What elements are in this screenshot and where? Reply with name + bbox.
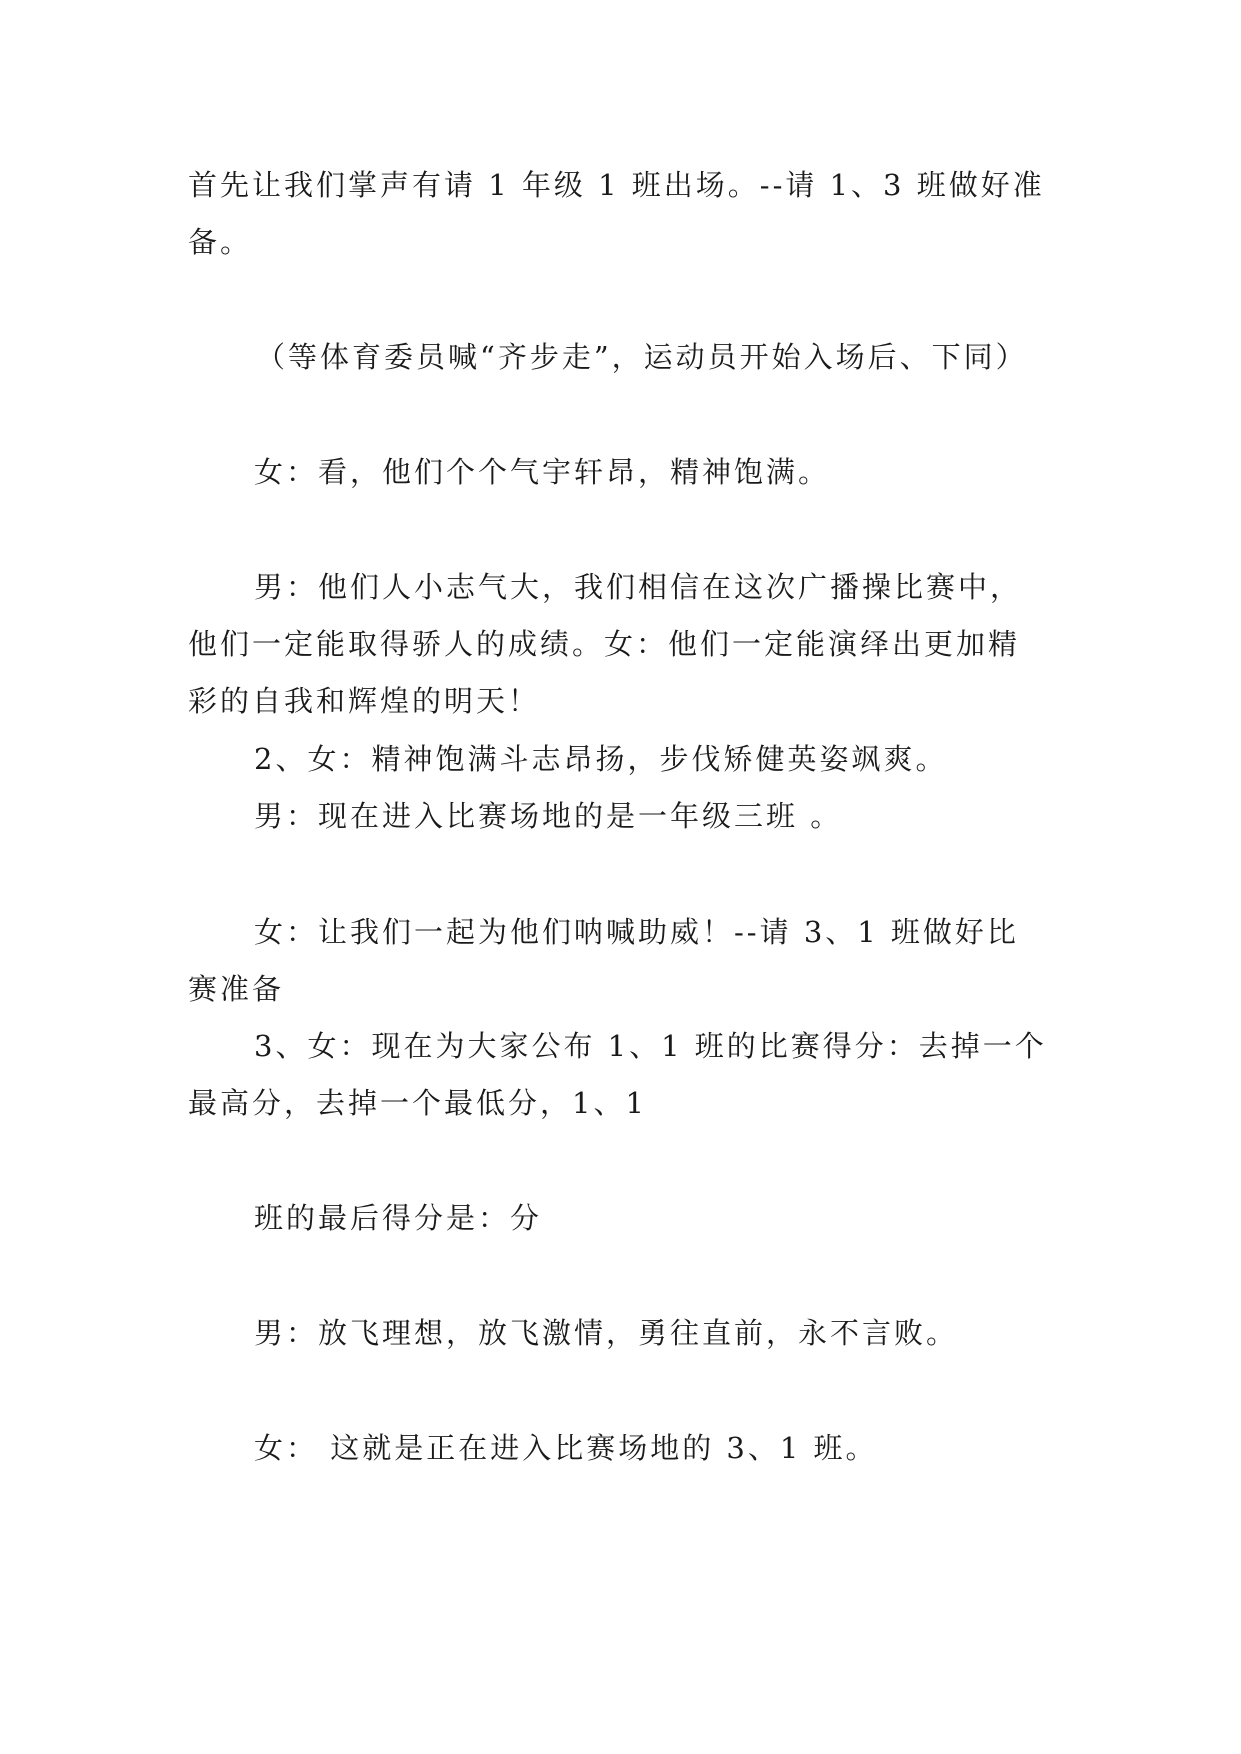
text-line: 班的最后得分是：分 <box>254 1201 543 1235</box>
text-line: 赛准备 <box>188 972 285 1006</box>
text-line: 女：看，他们个个气宇轩昂，精神饱满。 <box>254 455 831 489</box>
text-line: 备。 <box>188 225 253 259</box>
text-line: 首先让我们掌声有请 1 年级 1 班出场。--请 1、3 班做好准 <box>188 168 1045 202</box>
text-line: 男：他们人小志气大，我们相信在这次广播操比赛中， <box>254 570 1023 604</box>
text-line: 最高分，去掉一个最低分，1、1 <box>188 1086 647 1120</box>
text-line: 男：放飞理想，放飞激情，勇往直前，永不言败。 <box>254 1316 959 1350</box>
text-line: 女： 这就是正在进入比赛场地的 3、1 班。 <box>254 1431 878 1465</box>
text-line: （等体育委员喊“齐步走”，运动员开始入场后、下同） <box>256 340 1028 374</box>
text-line: 女：让我们一起为他们呐喊助威！--请 3、1 班做好比 <box>254 915 1019 949</box>
text-line: 2、女：精神饱满斗志昂扬，步伐矫健英姿飒爽。 <box>254 742 948 776</box>
text-line: 3、女：现在为大家公布 1、1 班的比赛得分：去掉一个 <box>254 1029 1047 1063</box>
text-line: 他们一定能取得骄人的成绩。女：他们一定能演绎出更加精 <box>188 627 1021 661</box>
text-line: 男：现在进入比赛场地的是一年级三班 。 <box>254 799 843 833</box>
text-line: 彩的自我和辉煌的明天！ <box>188 684 541 718</box>
